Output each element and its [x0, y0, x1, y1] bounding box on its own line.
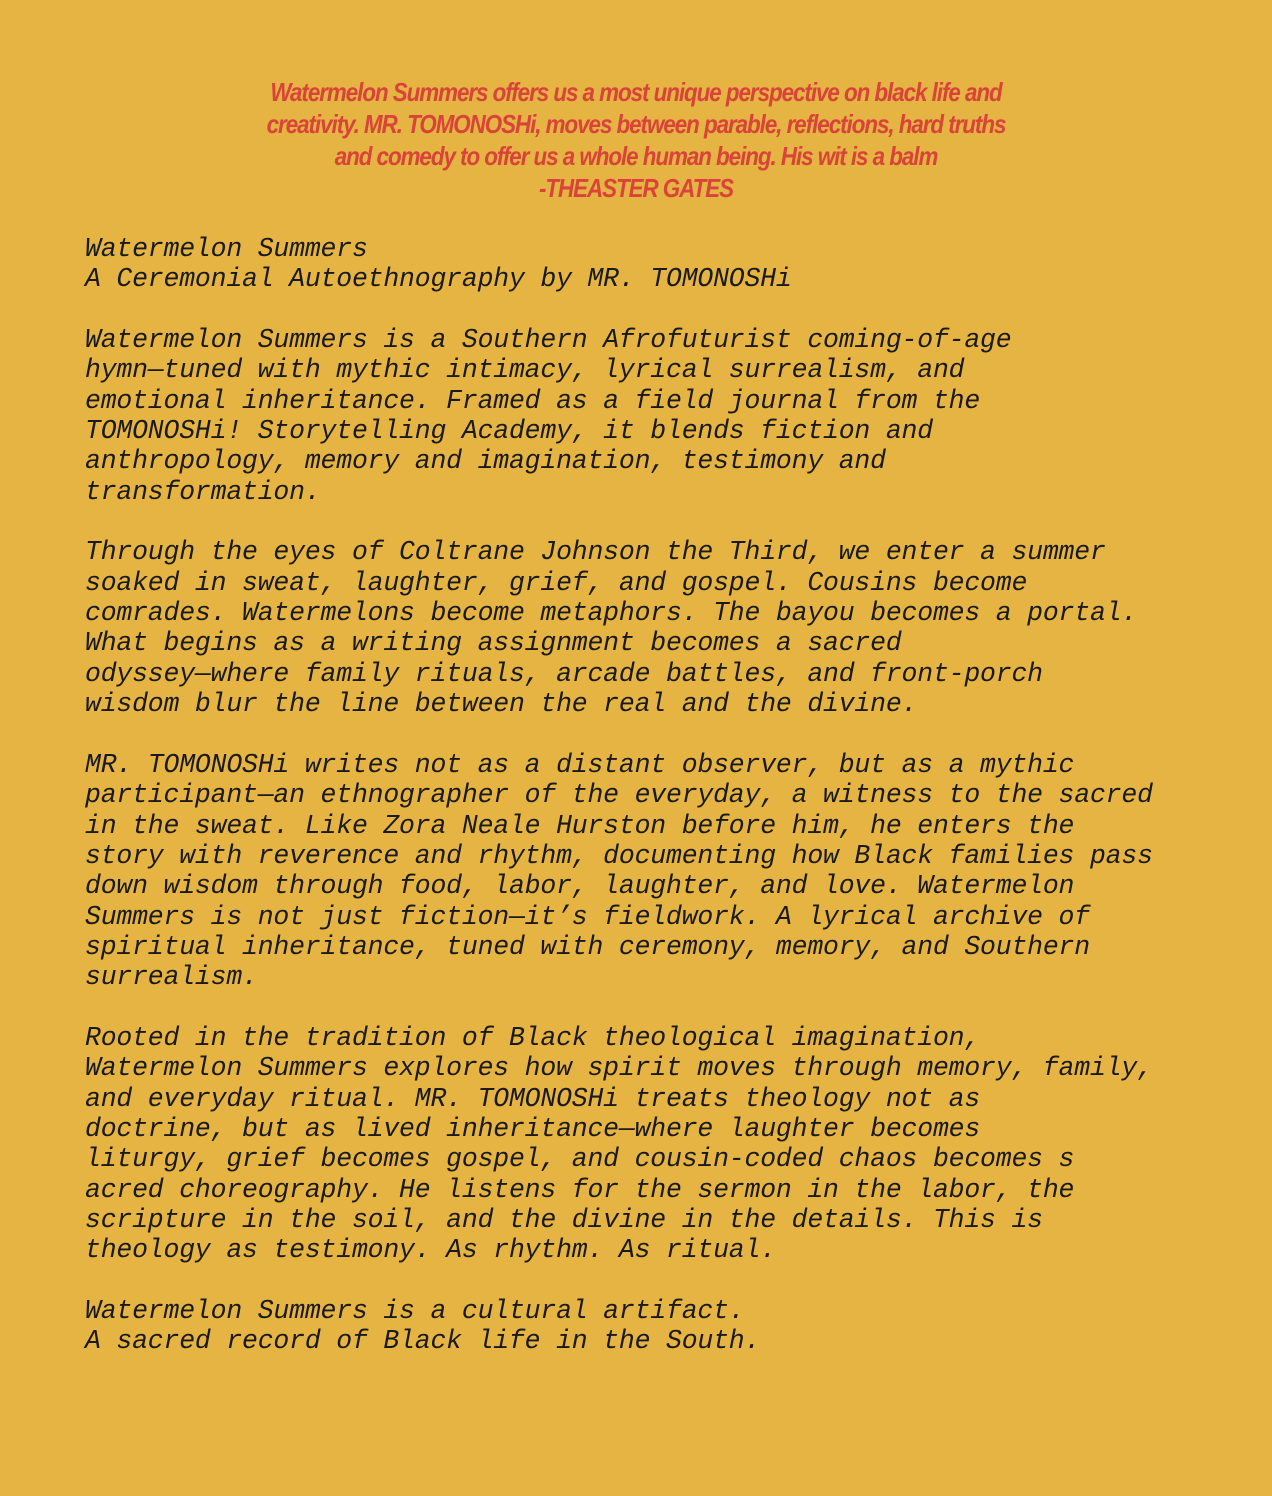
text-line: A sacred record of Black life in the South.	[85, 1326, 761, 1357]
endorsement-quote	[89, 76, 1183, 204]
text-line: comrades. Watermelons become metaphors. The bayou becomes a portal.	[85, 598, 1138, 629]
text-line: down wisdom through food, labor, laughter, and love. Watermelon	[85, 871, 1075, 902]
text-line: and everyday ritual. MR. TOMONOSHi treats theology not as	[85, 1083, 981, 1114]
paragraph-theology	[85, 1023, 1245, 1266]
text-line: surrealism.	[85, 962, 258, 993]
text-line: emotional inheritance. Framed as a field journal from the	[85, 385, 981, 416]
text-line: story with reverence and rhythm, documenting how Black families pass	[85, 840, 1153, 871]
paragraph-story	[85, 537, 1245, 719]
endorsement-line: Watermelon Summers offers us a most unique perspective on black life and	[270, 77, 1002, 107]
text-line: Through the eyes of Coltrane Johnson the Third, we enter a summer	[85, 537, 1106, 568]
text-line: MR. TOMONOSHi writes not as a distant observer, but as a mythic	[85, 749, 1075, 780]
text-line: participant—an ethnographer of the everyday, a witness to the sacred	[85, 780, 1153, 811]
text-line: doctrine, but as lived inheritance—where laughter becomes	[85, 1113, 981, 1144]
endorsement-attribution: -THEASTER GATES	[538, 173, 734, 203]
text-line: in the sweat. Like Zora Neale Hurston before him, he enters the	[85, 810, 1075, 841]
text-line: scripture in the soil, and the divine in the details. This is	[85, 1205, 1043, 1235]
text-line: TOMONOSHi! Storytelling Academy, it blends fiction and	[85, 416, 933, 447]
text-line: spiritual inheritance, tuned with ceremony, memory, and Southern	[85, 931, 1090, 962]
book-description	[85, 234, 1245, 1387]
book-title: Watermelon Summers	[85, 234, 368, 264]
paragraph-intro	[85, 325, 1245, 507]
paragraph-closing	[85, 1296, 1245, 1357]
endorsement-line: creativity. MR. TOMONOSHi, moves between parable, reflections, hard truths	[266, 109, 1006, 139]
paragraph-author	[85, 750, 1245, 993]
text-line: Watermelon Summers is a cultural artifact.	[85, 1296, 745, 1327]
text-line: theology as testimony. As rhythm. As ritual.	[85, 1235, 776, 1266]
text-line: soaked in sweat, laughter, grief, and gospel. Cousins become	[85, 567, 1028, 598]
text-line: hymn—tuned with mythic intimacy, lyrical surrealism, and	[85, 355, 965, 386]
text-line: odyssey—where family rituals, arcade battles, and front-porch	[85, 658, 1043, 689]
text-line: What begins as a writing assignment becomes a sacred	[85, 628, 902, 659]
endorsement-line: and comedy to offer us a whole human being. His wit is a balm	[334, 141, 938, 171]
text-line: wisdom blur the line between the real and the divine.	[85, 689, 918, 720]
text-line: acred choreography. He listens for the sermon in the labor, the	[85, 1174, 1075, 1205]
text-line: anthropology, memory and imagination, testimony and	[85, 446, 886, 477]
book-subtitle: A Ceremonial Autoethnography by MR. TOMONOSHi	[85, 264, 792, 295]
text-line: Watermelon Summers explores how spirit moves through memory, family,	[85, 1053, 1153, 1084]
text-line: transformation.	[85, 476, 321, 507]
text-line: Watermelon Summers is a Southern Afrofuturist coming-of-age	[85, 325, 1012, 356]
text-line: liturgy, grief becomes gospel, and cousin-coded chaos becomes s	[85, 1144, 1075, 1175]
title-block	[85, 234, 1245, 295]
text-line: Rooted in the tradition of Black theological imagination,	[85, 1022, 981, 1053]
text-line: Summers is not just fiction—it’s fieldwork. A lyrical archive of	[85, 901, 1090, 932]
